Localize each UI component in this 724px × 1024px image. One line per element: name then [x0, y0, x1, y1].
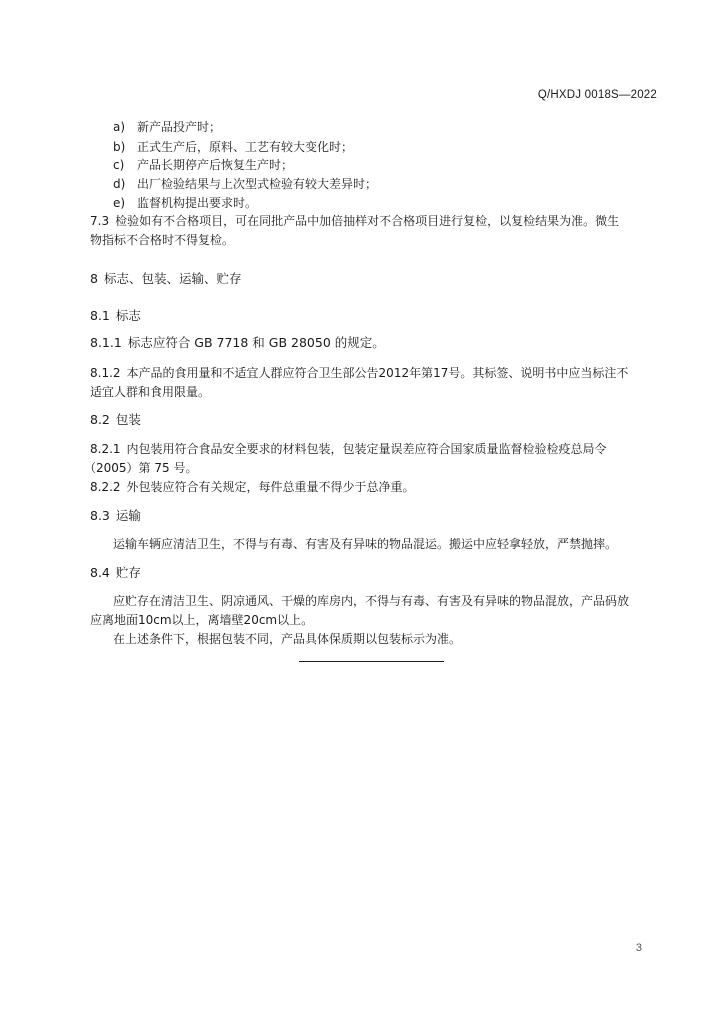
page-number: 3: [635, 942, 642, 954]
section-number: 8.2: [90, 412, 110, 427]
storage-paragraph-line-2: 应离地面10cm以上，离墙壁20cm以上。: [90, 613, 314, 627]
clause-8-2-1-cont: （2005）第 75 号。: [84, 461, 198, 475]
section-number: 8.1: [90, 308, 110, 323]
clause-text-line-1: 检验如有不合格项目，可在同批产品中加倍抽样对不合格项目进行复检，以复检结果为准。微生: [115, 214, 620, 228]
section-number: 8.3: [90, 508, 110, 523]
clause-number: 8.2.1: [90, 442, 121, 456]
list-marker: a): [113, 120, 126, 134]
list-marker: b): [113, 140, 126, 154]
clause-8-1-2-cont: 适宜人群和食用限量。: [90, 385, 211, 399]
list-text: 新产品投产时；: [137, 120, 222, 134]
clause-text-line-1: 本产品的食用量和不适宜人群应符合卫生部公告2012年第17号。其标签、说明书中应当标注不: [126, 366, 629, 380]
section-8-1-heading: [90, 308, 141, 324]
clause-7-3: [90, 213, 619, 229]
section-8-heading: [90, 271, 241, 287]
list-item: [113, 139, 353, 155]
list-item: [113, 119, 221, 135]
clause-text-line-1: 内包装用符合食品安全要求的材料包装，包装定量误差应符合国家质量监督检验检疫总局令: [126, 442, 607, 456]
clause-number: 8.1.2: [90, 366, 121, 380]
list-text: 出厂检验结果与上次型式检验有较大差异时；: [137, 177, 378, 191]
section-8-3-heading: [90, 508, 141, 524]
clause-7-3-cont: 物指标不合格时不得复检。: [90, 233, 235, 247]
clause-8-2-1: [90, 441, 607, 457]
clause-number: 8.1.1: [90, 335, 122, 350]
transport-paragraph: 运输车辆应清洁卫生，不得与有毒、有害及有异味的物品混运。搬运中应轻拿轻放，严禁抛摔。: [113, 537, 618, 551]
section-title: 标志: [115, 308, 141, 323]
clause-8-1-1: [90, 335, 385, 351]
list-marker: e): [113, 196, 126, 210]
clause-8-2-2: [90, 479, 415, 495]
shelf-life-paragraph: 在上述条件下，根据包装不同，产品具体保质期以包装标示为准。: [113, 632, 462, 646]
section-8-2-heading: [90, 412, 141, 428]
list-text: 产品长期停产后恢复生产时；: [137, 158, 294, 172]
clause-number: 8.2.2: [90, 480, 121, 494]
section-title: 贮存: [115, 565, 141, 580]
list-text: 正式生产后，原料、工艺有较大变化时；: [137, 140, 354, 154]
list-marker: d): [113, 177, 126, 191]
storage-paragraph-line-1: 应贮存在清洁卫生、阴凉通风、干燥的库房内，不得与有毒、有害及有异味的物品混放，产品码放: [113, 594, 630, 608]
list-item: [113, 195, 257, 211]
section-number: 8.4: [90, 565, 110, 580]
list-item: [113, 176, 377, 192]
clause-number: 7.3: [90, 214, 110, 228]
document-code: Q/HXDJ 0018S—2022: [537, 89, 657, 101]
list-item: [113, 157, 293, 173]
section-title: 运输: [115, 508, 141, 523]
clause-8-1-2: [90, 365, 628, 381]
section-number: 8: [90, 271, 98, 286]
list-marker: c): [113, 158, 125, 172]
clause-text: 标志应符合 GB 7718 和 GB 28050 的规定。: [127, 335, 385, 350]
list-text: 监督机构提出要求时。: [137, 196, 258, 210]
end-rule: [299, 661, 444, 662]
section-title: 包装: [115, 412, 141, 427]
clause-text: 外包装应符合有关规定，每件总重量不得少于总净重。: [126, 480, 415, 494]
section-8-4-heading: [90, 565, 141, 581]
section-title: 标志、包装、运输、贮存: [103, 271, 242, 286]
